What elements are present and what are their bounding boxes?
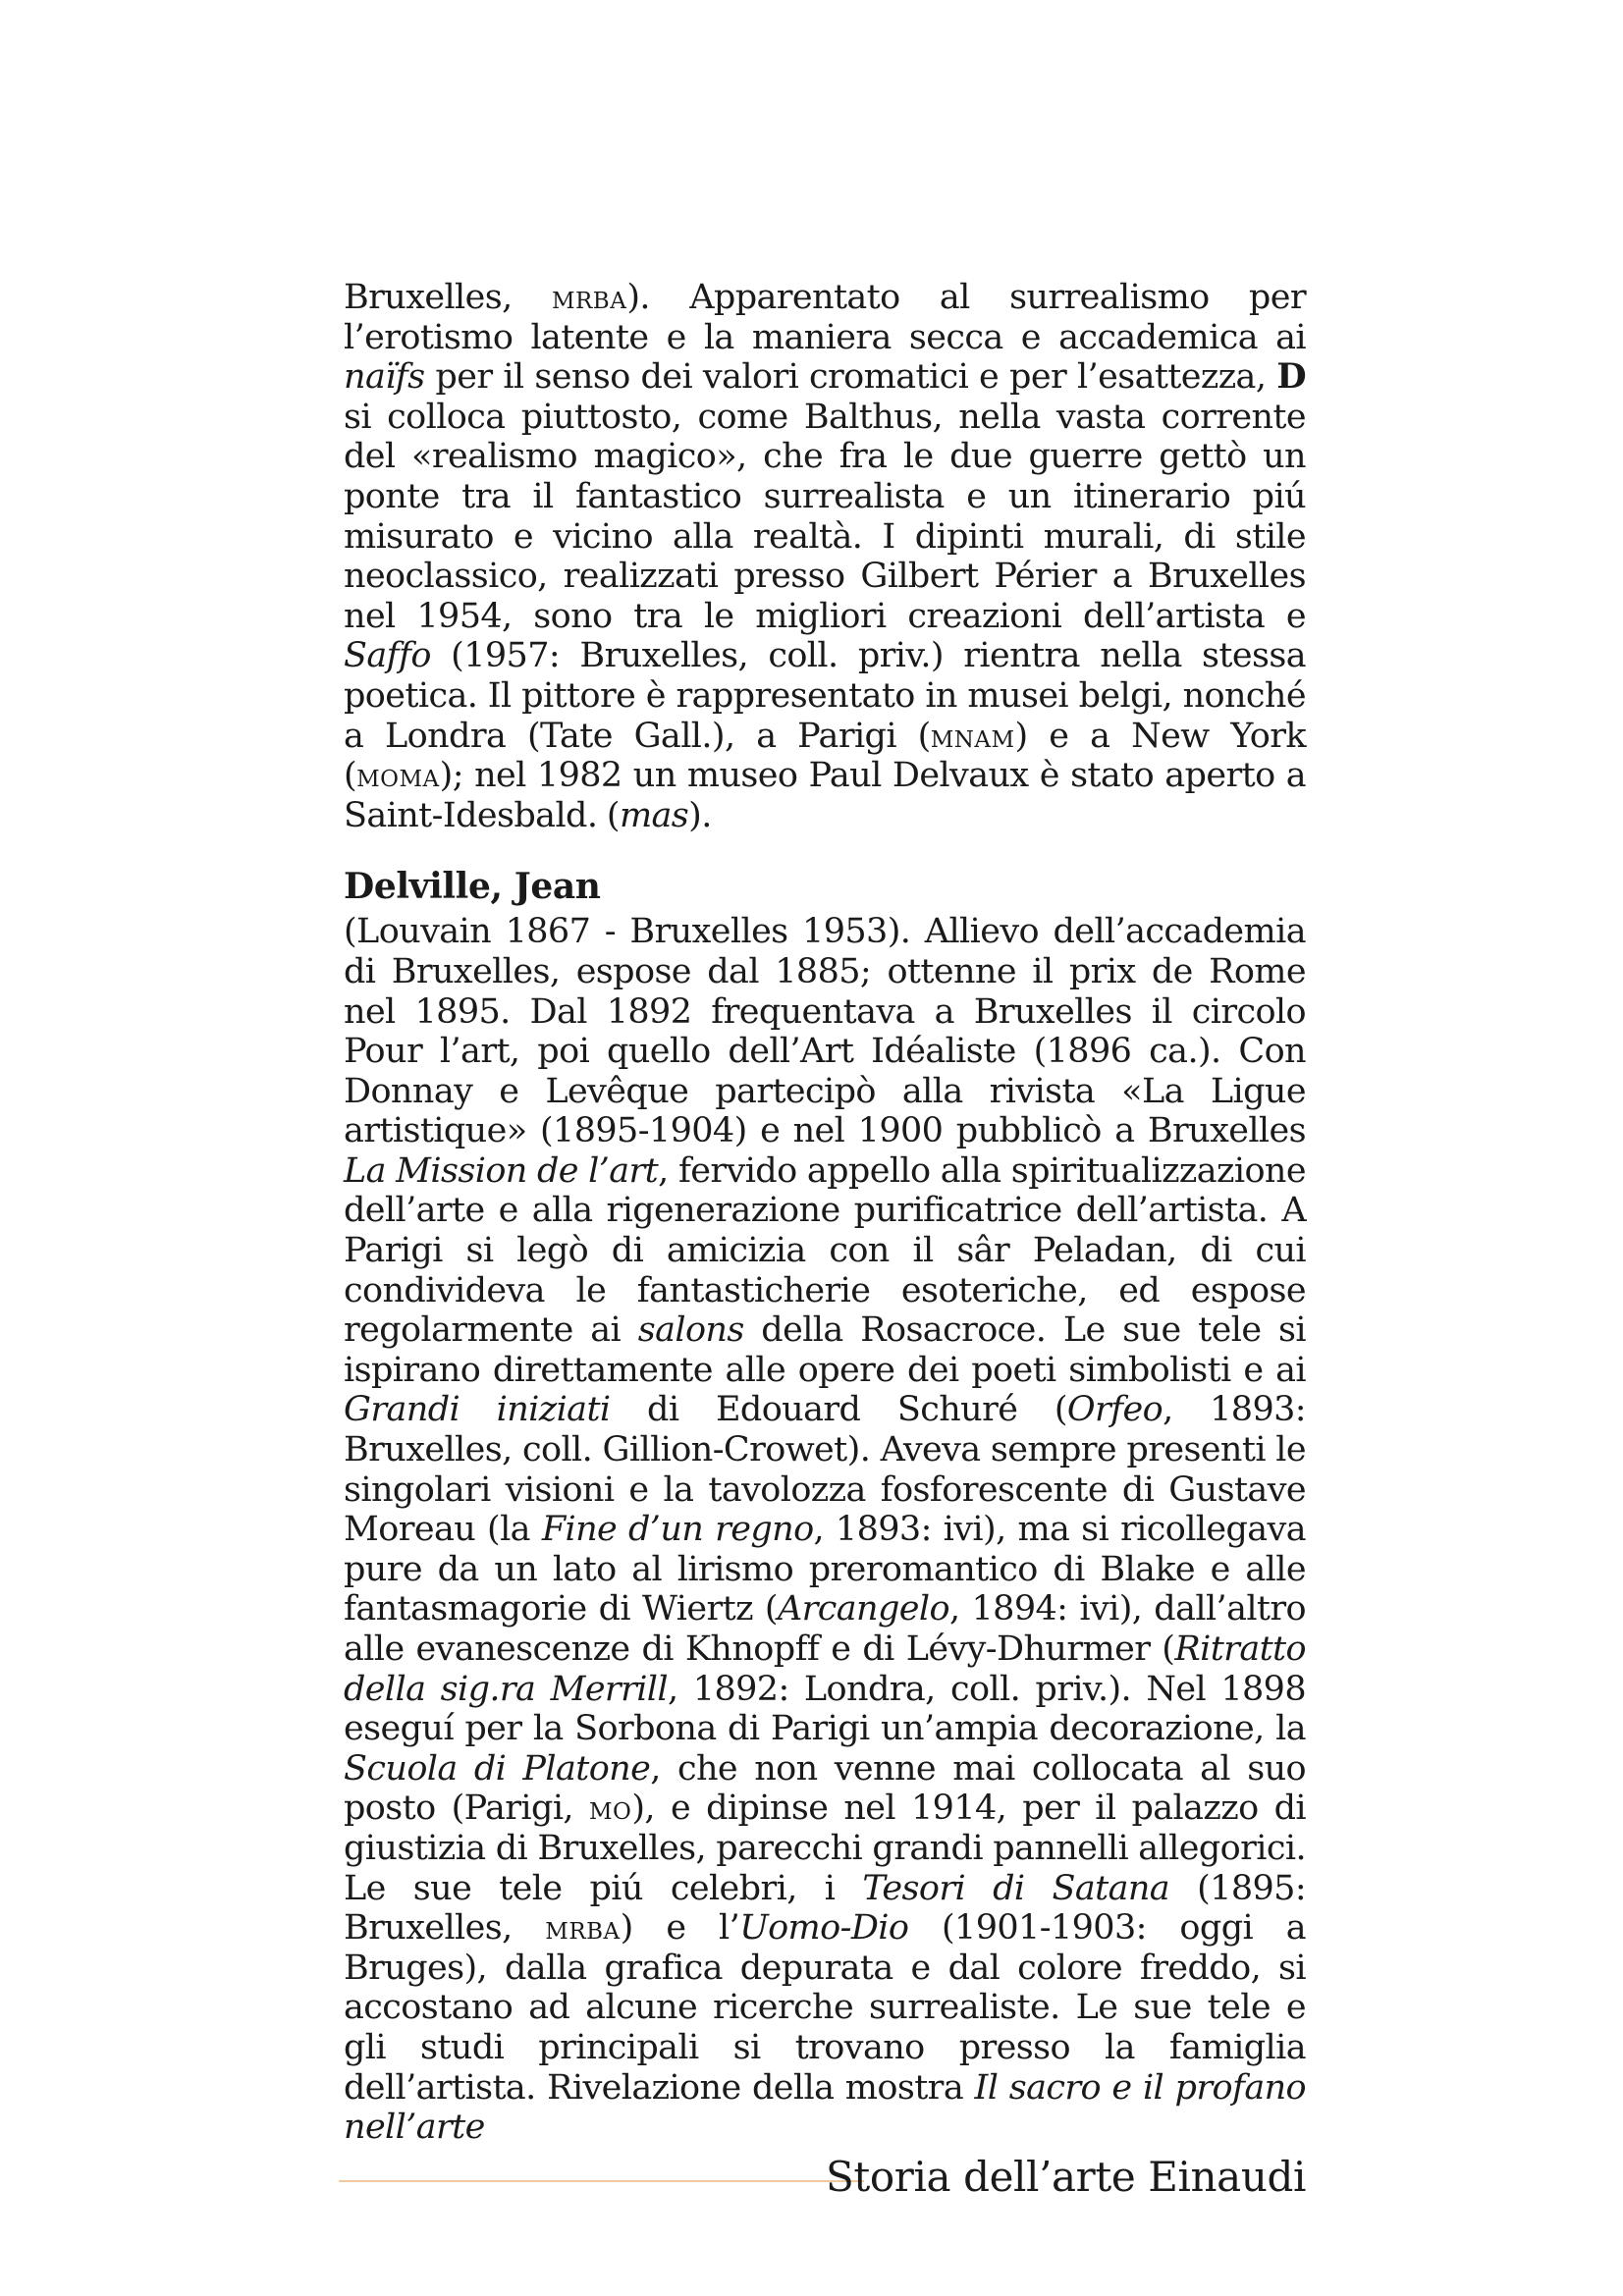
- text-run: ), e dipinse nel 1914, per il palazzo di giustizia di Bruxelles, parecchi grandi pannelli allegorici. Le sue tele piú celebri, i: [344, 1789, 1306, 1908]
- footer-rule: [339, 2180, 864, 2182]
- text-run: ) e l’: [620, 1908, 740, 1949]
- text-run: per il senso dei valori cromatici e per l’esattezza,: [424, 357, 1277, 398]
- text-run: , 1893: ivi), ma si ricollegava pure da un lato al lirismo preromantico di Blake e alle fantasmagorie di Wiertz (: [344, 1510, 1307, 1629]
- entry-paragraph: [344, 912, 1306, 2147]
- continuation-paragraph: [344, 278, 1306, 835]
- author-initials: mas: [619, 795, 689, 835]
- text-run: , 1893: Bruxelles, coll. Gillion-Crowet). Aveva sempre presenti le singolari visioni e la tavolozza fosforescente di Gustave Moreau (la: [344, 1390, 1307, 1550]
- artwork-title: Ritratto della sig.ra Merrill: [344, 1629, 1306, 1709]
- text-run: Bruxelles,: [344, 278, 552, 317]
- subject-initial: D: [1276, 356, 1306, 398]
- abbreviation: moma: [356, 757, 440, 795]
- text-run: (1957: Bruxelles, coll. priv.) rientra nella stessa poetica. Il pittore è rappresentato in musei belgi, nonché a Londra (Tate Gall.), a Parigi (: [344, 636, 1306, 756]
- text-run: , fervido appello alla spiritualizzazione dell’arte e alla rigenerazione purificatrice dell’artista. A Parigi si legò di amicizia con il sâr Peladan, di cui condivideva le fantasticherie esoteriche, ed espose regolarmente ai: [344, 1150, 1306, 1351]
- italic-term: salons: [637, 1310, 744, 1351]
- entry-title: Delville, Jean: [344, 866, 601, 908]
- text-run: ). Apparentato al surrealismo per l’erotismo latente e la maniera secca e accademica ai: [344, 278, 1306, 357]
- text-run: si colloca piuttosto, come Balthus, nella vasta corrente del «realismo magico», che fra le due guerre gettò un ponte tra il fantastico surrealista e un itinerario piú misurato e vicino alla realtà. I dipinti murali, di stile neoclassico, realizzati presso Gilbert Périer a Bruxelles nel 1954, sono tra le migliori creazioni dell’artista e: [344, 397, 1306, 636]
- artwork-title: Scuola di Platone: [344, 1748, 651, 1789]
- artwork-title: Arcangelo: [777, 1589, 949, 1629]
- book-title: La Mission de l’art: [344, 1150, 659, 1191]
- footer-title: Storia dell’arte Einaudi: [826, 2153, 1306, 2201]
- abbreviation: mrba: [545, 1909, 621, 1948]
- text-run: ).: [688, 795, 712, 835]
- text-run: , 1894: ivi), dall’altro alle evanescenze di Khnopff e di Lévy-Dhurmer (: [344, 1589, 1307, 1669]
- text-run: di Edouard Schuré (: [610, 1390, 1067, 1430]
- abbreviation: mnam: [930, 717, 1015, 755]
- abbreviation: mo: [588, 1789, 632, 1828]
- page-body: [344, 278, 1306, 2148]
- text-run: della Rosacroce. Le sue tele si ispirano direttamente alle opere dei poeti simbolisti e ai: [344, 1310, 1306, 1390]
- artwork-title: Tesori di Satana: [862, 1868, 1170, 1908]
- book-title: Grandi iniziati: [344, 1390, 611, 1430]
- italic-term: naïfs: [344, 357, 425, 398]
- text-run: ); nel 1982 un museo Paul Delvaux è stato aperto a Saint-Idesbald. (: [344, 756, 1306, 835]
- text-run: , che non venne mai collocata al suo posto (Parigi,: [344, 1748, 1306, 1829]
- artwork-title: Uomo-Dio: [739, 1908, 909, 1949]
- text-run: (1901-1903: oggi a Bruges), dalla grafica depurata e dal colore freddo, si accostano ad alcune ricerche surrealiste. Le sue tele e gli studi principali si trovano presso la famiglia dell’artista. Rivelazione della mostra: [344, 1908, 1306, 2108]
- exhibition-title: Il sacro e il profano nell’arte: [344, 2067, 1306, 2148]
- artwork-title: Fine d’un regno: [541, 1510, 814, 1550]
- artwork-title: Saffo: [344, 636, 431, 676]
- text-run: ) e a New York (: [344, 716, 1306, 796]
- artwork-title: Orfeo: [1066, 1390, 1163, 1430]
- text-run: , 1892: Londra, coll. priv.). Nel 1898 eseguí per la Sorbona di Parigi un’ampia decorazione, la: [344, 1669, 1306, 1749]
- page-footer: [339, 2150, 1306, 2209]
- text-run: (1895: Bruxelles,: [344, 1868, 1307, 1949]
- abbreviation: mrba: [551, 279, 627, 316]
- text-run: (Louvain 1867 - Bruxelles 1953). Allievo dell’accademia di Bruxelles, espose dal 1885; ottenne il prix de Rome nel 1895. Dal 1892 frequentava a Bruxelles il circolo Pour l’art, poi quello dell’Art Idéaliste (1896 ca.). Con Donnay e Levêque partecipò alla rivista «La Ligue artistique» (1895-1904) e nel 1900 pubblicò a Bruxelles: [344, 912, 1306, 1151]
